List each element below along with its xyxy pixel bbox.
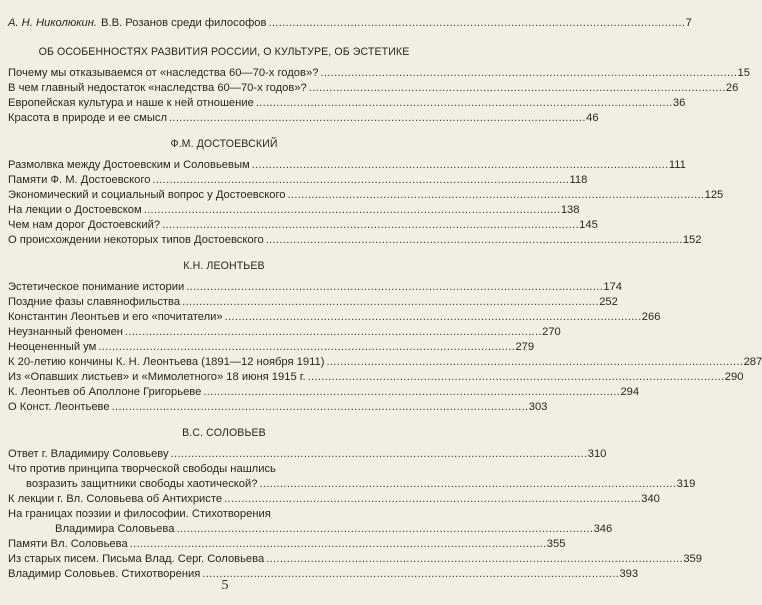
toc-entry-title: Памяти Ф. М. Достоевского: [8, 174, 151, 186]
toc-entry-page: 319: [676, 478, 696, 490]
toc-entry: [8, 447, 607, 462]
toc-entry-title: Поздние фазы славянофильства: [8, 296, 181, 308]
toc-entry-title: [8, 16, 266, 31]
toc-entry-title: возразить защитники свободы хаотической?: [26, 478, 258, 490]
toc-entry: [8, 158, 686, 173]
toc-entry-page: 118: [569, 174, 588, 186]
toc-entry-page: 266: [641, 311, 661, 323]
toc-entry-page: 270: [542, 326, 561, 338]
toc-entry-title: Неузнанный феномен: [8, 326, 123, 338]
toc-entry-first-line: На границах поэзии и философии. Стихотворения: [8, 508, 271, 520]
dot-leader: [144, 203, 559, 218]
toc-entry-title: Размолвка между Достоевским и Соловьевым: [8, 159, 250, 171]
dot-leader: [326, 355, 741, 370]
toc-entry: [8, 295, 618, 310]
toc-entry: [8, 492, 660, 507]
dot-leader: [266, 552, 681, 567]
toc-entry-page: 145: [579, 219, 598, 231]
toc-entry: [8, 173, 588, 188]
toc-entry-title: В чем главный недостаток «наследства 60—70-х годов»?: [8, 82, 307, 94]
intro-author: А. Н. Николюкин.: [8, 17, 98, 29]
dot-leader: [288, 188, 703, 203]
toc-entry: [8, 400, 548, 415]
dot-leader: [309, 81, 724, 96]
dot-leader: [171, 447, 586, 462]
section-heading: К.Н. ЛЕОНТЬЕВ: [183, 260, 265, 272]
toc-entry: [8, 188, 724, 203]
dot-leader: [224, 492, 639, 507]
toc-entry-title: Владимира Соловьева: [55, 523, 175, 535]
toc-entry-title: Константин Леонтьев и его «почитатели»: [8, 311, 223, 323]
dot-leader: [152, 173, 567, 188]
page-number: 5: [221, 578, 229, 593]
toc-entry-title: К лекции г. Вл. Соловьева об Антихристе: [8, 493, 223, 505]
toc-entry: [8, 81, 739, 96]
toc-entry-intro: [8, 16, 692, 31]
toc-entry-title: Ответ г. Владимиру Соловьеву: [8, 448, 169, 460]
toc-entry-page: 355: [546, 538, 566, 550]
toc-entry: [8, 385, 640, 400]
toc-entry-title: Памяти Вл. Соловьева: [8, 538, 128, 550]
toc-entry-title: Экономический и социальный вопрос у Достоевского: [8, 189, 286, 201]
dot-leader: [176, 522, 591, 537]
dot-leader: [130, 537, 545, 552]
toc-entry-page: 287: [743, 356, 762, 368]
toc-entry-title: О происхождении некоторых типов Достоевского: [8, 234, 264, 246]
toc-entry-page: 346: [593, 523, 613, 535]
toc-entry-title: К. Леонтьев об Аполлоне Григорьеве: [8, 386, 202, 398]
toc-entry: [8, 522, 613, 537]
toc-entry: [8, 355, 762, 370]
toc-entry: [8, 280, 623, 295]
dot-leader: [182, 295, 597, 310]
toc-entry-title: Почему мы отказываемся от «наследства 60—70-х годов»?: [8, 67, 319, 79]
toc-entry-page: 303: [528, 401, 548, 413]
toc-entry-page: 36: [672, 97, 686, 109]
dot-leader: [308, 370, 723, 385]
toc-entry: [8, 340, 535, 355]
dot-leader: [320, 66, 735, 81]
toc-entry-page: 152: [682, 234, 702, 246]
toc-entry: [8, 477, 696, 492]
toc-entry-page: 125: [704, 189, 724, 201]
dot-leader: [256, 96, 671, 111]
toc-entry-title: Красота в природе и ее смысл: [8, 112, 167, 124]
toc-entry-page: 111: [668, 159, 686, 171]
toc-entry-page: 46: [586, 112, 599, 124]
toc-entry-title: К 20-летию кончины К. Н. Леонтьева (1891—12 ноября 1911): [8, 356, 325, 368]
toc-entry: [8, 111, 599, 126]
toc-entry-page: 279: [515, 341, 535, 353]
toc-entry: [8, 233, 702, 248]
toc-entry: [8, 218, 598, 233]
toc-entry: [8, 96, 686, 111]
toc-entry-title: Владимир Соловьев. Стихотворения: [8, 568, 201, 580]
toc-entry: [8, 552, 702, 567]
toc-entry-page: 294: [620, 386, 640, 398]
toc-entry-page: 310: [587, 448, 607, 460]
toc-entry: [8, 203, 580, 218]
toc-entry-page: 138: [560, 204, 580, 216]
toc-entry-title: Европейская культура и наше к ней отношение: [8, 97, 254, 109]
toc-entry-page: 174: [603, 281, 623, 293]
toc-entry-page: 340: [641, 493, 660, 505]
toc-entry-title: О Конст. Леонтьеве: [8, 401, 110, 413]
toc-entry: [8, 66, 750, 81]
toc-entry-page: 15: [737, 67, 750, 79]
toc-entry-title: Эстетическое понимание истории: [8, 281, 185, 293]
toc-entry-page: 290: [724, 371, 744, 383]
dot-leader: [125, 325, 540, 340]
section-heading: Ф.М. ДОСТОЕВСКИЙ: [170, 138, 278, 150]
section-heading: В.С. СОЛОВЬЕВ: [182, 427, 266, 439]
dot-leader: [98, 340, 513, 355]
toc-entry-page: 393: [619, 568, 639, 580]
intro-title: В.В. Розанов среди философов: [101, 17, 267, 29]
section-heading: ОБ ОСОБЕННОСТЯХ РАЗВИТИЯ РОССИИ, О КУЛЬТУРЕ, ОБ ЭСТЕТИКЕ: [38, 46, 410, 58]
dot-leader: [266, 233, 681, 248]
dot-leader: [252, 158, 667, 173]
dot-leader: [162, 218, 577, 233]
toc-entry-title: Из «Опавших листьев» и «Мимолетного» 18 июня 1915 г.: [8, 371, 306, 383]
dot-leader: [169, 111, 584, 126]
toc-entry-title: На лекции о Достоевском: [8, 204, 142, 216]
toc-entry-first-line: Что против принципа творческой свободы нашлись: [8, 463, 276, 475]
toc-entry: [8, 325, 561, 340]
toc-entry-title: Неоцененный ум: [8, 341, 97, 353]
toc-entry-page: 26: [725, 82, 739, 94]
dot-leader: [203, 385, 618, 400]
dot-leader: [186, 280, 601, 295]
toc-entry: [8, 370, 744, 385]
dot-leader: [112, 400, 527, 415]
toc-entry-title: Из старых писем. Письма Влад. Серг. Соловьева: [8, 553, 265, 565]
toc-entry-page: 252: [599, 296, 618, 308]
toc-entry-page: 7: [685, 17, 692, 29]
toc-entry-page: 359: [683, 553, 702, 565]
toc-entry: [8, 537, 566, 552]
dot-leader: [260, 477, 675, 492]
toc-entry: [8, 310, 661, 325]
toc-entry-title: Чем нам дорог Достоевский?: [8, 219, 161, 231]
dot-leader: [225, 310, 640, 325]
dot-leader: [268, 16, 683, 31]
